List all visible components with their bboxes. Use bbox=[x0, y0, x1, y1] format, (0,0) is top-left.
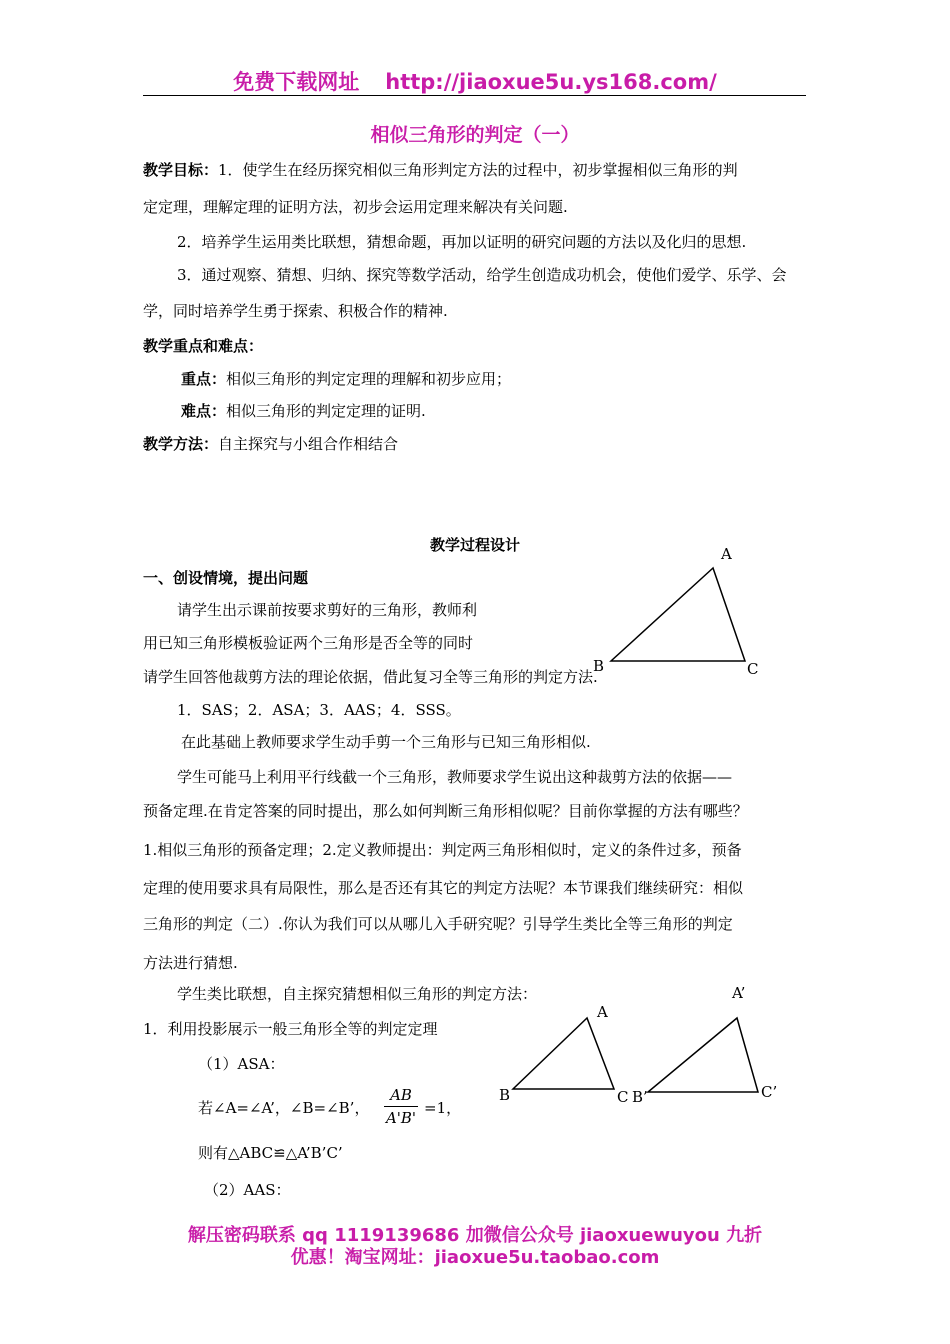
vertex-b-label: B bbox=[593, 657, 605, 675]
condition-pre: 若∠A=∠A’，∠B=∠B’， bbox=[198, 1099, 370, 1117]
goals-line1b: 定定理，理解定理的证明方法，初步会运用定理来解决有关问题. bbox=[143, 198, 568, 216]
triangle-abc bbox=[611, 568, 745, 661]
keypoints-label: 教学重点和难点： bbox=[143, 337, 264, 355]
ratio-fraction bbox=[384, 1085, 418, 1128]
fraction-bar bbox=[384, 1106, 418, 1107]
footer-line2: 优惠！淘宝网址：jiaoxue5u.taobao.com bbox=[290, 1247, 660, 1268]
process-p4b: 定理的使用要求具有局限性，那么是否还有其它的判定方法呢？本节课我们继续研究：相似 bbox=[143, 879, 744, 897]
vertex-c-label: C bbox=[747, 660, 759, 678]
process-p1b: 用已知三角形模板验证两个三角形是否全等的同时 bbox=[143, 634, 474, 652]
focus-line: 重点：相似三角形的判定定理的理解和初步应用； bbox=[181, 370, 512, 388]
condition-post: =1， bbox=[424, 1099, 462, 1117]
small-vertex-a-label: A bbox=[597, 1003, 608, 1021]
triangle-abc-small bbox=[513, 1018, 614, 1089]
goals-line3b: 学，同时培养学生勇于探索、积极合作的精神. bbox=[143, 302, 448, 320]
process-heading: 教学过程设计 bbox=[429, 536, 520, 554]
similar-triangles-figure bbox=[490, 980, 790, 1110]
prime-vertex-c-label: C’ bbox=[761, 1083, 778, 1101]
process-p4c: 三角形的判定（二）.你认为我们可以从哪儿入手研究呢？引导学生类比全等三角形的判定 bbox=[143, 915, 733, 933]
process-p4d: 方法进行猜想. bbox=[143, 954, 238, 972]
fraction-denominator: A'B' bbox=[385, 1109, 417, 1127]
header-url[interactable]: http://jiaoxue5u.ys168.com/ bbox=[385, 70, 717, 94]
section1-heading: 一、创设情境，提出问题 bbox=[143, 569, 309, 587]
header-label: 免费下载网址 bbox=[233, 70, 360, 94]
page-title: 相似三角形的判定（一） bbox=[370, 124, 580, 146]
process-p4a: 1.相似三角形的预备定理；2.定义教师提出：判定两三角形相似时，定义的条件过多，预备 bbox=[143, 841, 742, 859]
asa-label: （1）ASA： bbox=[198, 1055, 285, 1073]
process-p5: 学生类比联想，自主探究猜想相似三角形的判定方法： bbox=[177, 985, 538, 1003]
goals-line2: 2．培养学生运用类比联想，猜想命题，再加以证明的研究问题的方法以及化归的思想. bbox=[177, 233, 747, 251]
triangle-abc-figure bbox=[585, 540, 775, 685]
prime-vertex-b-label: B’ bbox=[632, 1088, 648, 1106]
footer-line1: 解压密码联系 qq 1119139686 加微信公众号 jiaoxuewuyou 九折 bbox=[187, 1225, 763, 1246]
aas-label: （2）AAS： bbox=[204, 1181, 291, 1199]
process-p6: 1．利用投影展示一般三角形全等的判定定理 bbox=[143, 1020, 438, 1038]
method-line: 教学方法：自主探究与小组合作相结合 bbox=[143, 435, 399, 453]
process-p1a: 请学生出示课前按要求剪好的三角形，教师利 bbox=[177, 601, 478, 619]
goals-label: 教学目标： bbox=[143, 161, 219, 179]
difficulty-line: 难点：相似三角形的判定定理的证明. bbox=[181, 402, 426, 420]
conclusion: 则有△ABC≌△A’B’C’ bbox=[198, 1144, 343, 1162]
triangle-abc-prime bbox=[648, 1018, 758, 1092]
process-p3b: 预备定理.在肯定答案的同时提出，那么如何判断三角形相似呢？目前你掌握的方法有哪些？ bbox=[143, 802, 748, 820]
goals-line1: 教学目标：1．使学生在经历探究相似三角形判定方法的过程中，初步掌握相似三角形的判 bbox=[143, 161, 738, 179]
small-vertex-c-label: C bbox=[617, 1088, 629, 1106]
page-header bbox=[0, 66, 950, 96]
prime-vertex-a-label: A’ bbox=[732, 984, 746, 1002]
goals-line3: 3．通过观察、猜想、归纳、探究等数学活动，给学生创造成功机会，使他们爱学、乐学、会 bbox=[177, 266, 787, 284]
process-p2: 在此基础上教师要求学生动手剪一个三角形与已知三角形相似. bbox=[181, 733, 591, 751]
process-list: 1．SAS；2．ASA；3．AAS；4．SSS。 bbox=[177, 701, 461, 719]
vertex-a-label: A bbox=[721, 545, 732, 563]
fraction-numerator: AB bbox=[390, 1086, 412, 1104]
small-vertex-b-label: B bbox=[499, 1086, 511, 1104]
header-rule bbox=[143, 95, 806, 96]
process-p3a: 学生可能马上利用平行线截一个三角形，教师要求学生说出这种裁剪方法的依据—— bbox=[177, 768, 733, 786]
process-p1c: 请学生回答他裁剪方法的理论依据，借此复习全等三角形的判定方法. bbox=[143, 668, 598, 686]
